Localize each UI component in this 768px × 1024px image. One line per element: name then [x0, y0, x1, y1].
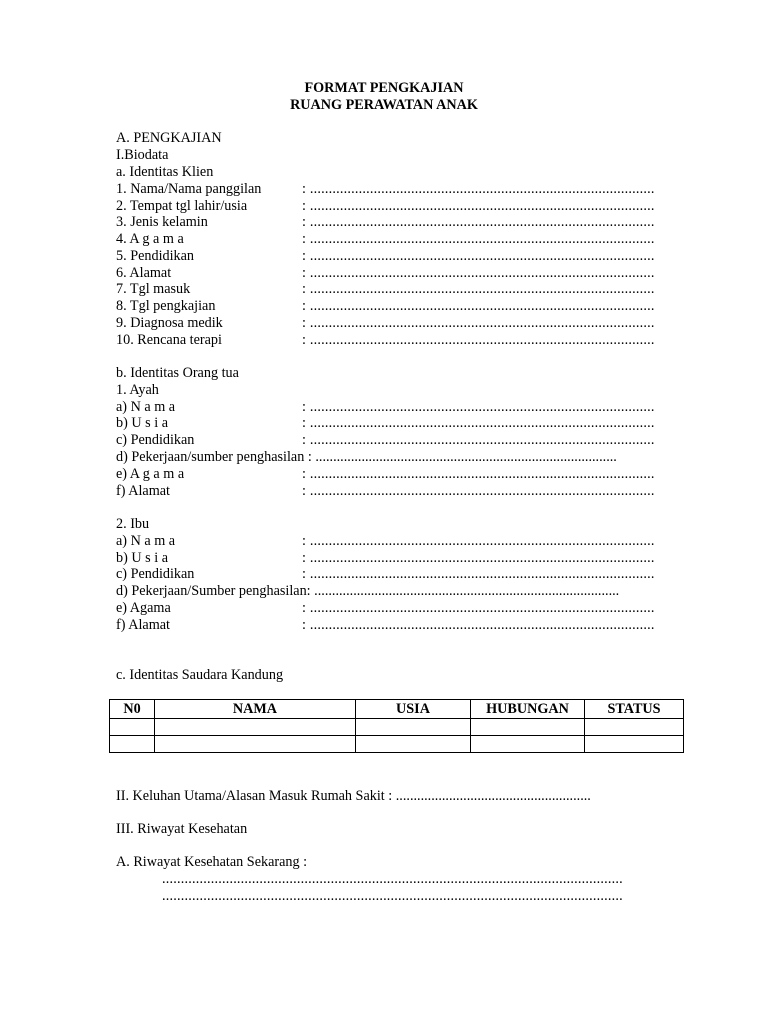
field-label: e) Agama	[116, 600, 171, 616]
subsection-ayah: 1. Ayah	[116, 382, 159, 398]
table-cell[interactable]	[471, 719, 585, 736]
field-label: 6. Alamat	[116, 265, 172, 281]
field-blank[interactable]: : ............................................................................................	[302, 617, 655, 633]
field-label: b) U s i a	[116, 550, 169, 566]
field-label: 7. Tgl masuk	[116, 281, 191, 297]
table-cell[interactable]	[110, 719, 155, 736]
field-blank[interactable]: : ............................................................................................	[302, 214, 655, 230]
subsection-riwayat-sekarang: A. Riwayat Kesehatan Sekarang :	[116, 854, 308, 870]
keluhan-utama-line[interactable]: II. Keluhan Utama/Alasan Masuk Rumah Sakit : .......................................................	[116, 788, 591, 804]
field-blank[interactable]: : ............................................................................................	[302, 533, 655, 549]
field-label: b) U s i a	[116, 415, 169, 431]
field-label: c) Pendidikan	[116, 566, 195, 582]
field-label: 4. A g a m a	[116, 231, 184, 247]
table-cell[interactable]	[585, 736, 684, 753]
field-blank[interactable]: : ............................................................................................	[302, 600, 655, 616]
column-header-usia: USIA	[356, 700, 471, 719]
subsection-identitas-klien: a. Identitas Klien	[116, 164, 214, 180]
form-subtitle: RUANG PERAWATAN ANAK	[290, 97, 478, 113]
table-row	[110, 719, 684, 736]
field-blank[interactable]: : ............................................................................................	[302, 466, 655, 482]
section-heading-riwayat-kesehatan: III. Riwayat Kesehatan	[116, 821, 248, 837]
table-row	[110, 736, 684, 753]
field-label: 9. Diagnosa medik	[116, 315, 223, 331]
form-title: FORMAT PENGKAJIAN	[304, 80, 464, 96]
table-cell[interactable]	[155, 719, 356, 736]
table-cell[interactable]	[471, 736, 585, 753]
field-blank[interactable]: : ............................................................................................	[302, 231, 655, 247]
field-blank[interactable]: : ............................................................................................	[302, 415, 655, 431]
field-blank[interactable]: : ............................................................................................	[302, 483, 655, 499]
field-blank[interactable]: : ............................................................................................	[302, 298, 655, 314]
field-label-long[interactable]: d) Pekerjaan/sumber penghasilan : .....................................................................................	[116, 449, 617, 465]
field-label: 5. Pendidikan	[116, 248, 195, 264]
column-header-no: N0	[110, 700, 155, 719]
column-header-hubungan: HUBUNGAN	[471, 700, 585, 719]
field-blank[interactable]: : ............................................................................................	[302, 248, 655, 264]
siblings-table	[109, 699, 684, 753]
field-label: 2. Tempat tgl lahir/usia	[116, 198, 248, 214]
table-header-row	[110, 700, 684, 719]
field-blank[interactable]: : ............................................................................................	[302, 550, 655, 566]
column-header-status: STATUS	[585, 700, 684, 719]
field-label: 1. Nama/Nama panggilan	[116, 181, 262, 197]
field-label: f) Alamat	[116, 617, 170, 633]
table-cell[interactable]	[356, 736, 471, 753]
answer-blank-line[interactable]: ...........................................................................................................................	[162, 888, 623, 904]
field-blank[interactable]: : ............................................................................................	[302, 315, 655, 331]
answer-blank-line[interactable]: ...........................................................................................................................	[162, 871, 623, 887]
field-blank[interactable]: : ............................................................................................	[302, 265, 655, 281]
field-label: 3. Jenis kelamin	[116, 214, 208, 230]
field-blank[interactable]: : ............................................................................................	[302, 281, 655, 297]
section-heading-pengkajian: A. PENGKAJIAN	[116, 130, 222, 146]
field-label: f) Alamat	[116, 483, 170, 499]
subsection-biodata: I.Biodata	[116, 147, 169, 163]
field-label: 8. Tgl pengkajian	[116, 298, 216, 314]
table-cell[interactable]	[356, 719, 471, 736]
subsection-saudara-kandung: c. Identitas Saudara Kandung	[116, 667, 284, 683]
field-blank[interactable]: : ............................................................................................	[302, 432, 655, 448]
subsection-identitas-orang-tua: b. Identitas Orang tua	[116, 365, 239, 381]
field-label: e) A g a m a	[116, 466, 185, 482]
field-blank[interactable]: : ............................................................................................	[302, 566, 655, 582]
subsection-ibu: 2. Ibu	[116, 516, 150, 532]
table-cell[interactable]	[585, 719, 684, 736]
field-blank[interactable]: : ............................................................................................	[302, 332, 655, 348]
field-blank[interactable]: : ............................................................................................	[302, 399, 655, 415]
field-blank[interactable]: : ............................................................................................	[302, 198, 655, 214]
field-label: a) N a m a	[116, 399, 176, 415]
column-header-nama: NAMA	[155, 700, 356, 719]
field-label: a) N a m a	[116, 533, 176, 549]
table-cell[interactable]	[110, 736, 155, 753]
field-label: c) Pendidikan	[116, 432, 195, 448]
table-cell[interactable]	[155, 736, 356, 753]
field-blank[interactable]: : ............................................................................................	[302, 181, 655, 197]
field-label: 10. Rencana terapi	[116, 332, 222, 348]
field-label-long[interactable]: d) Pekerjaan/Sumber penghasilan: ......................................................................................	[116, 583, 620, 599]
